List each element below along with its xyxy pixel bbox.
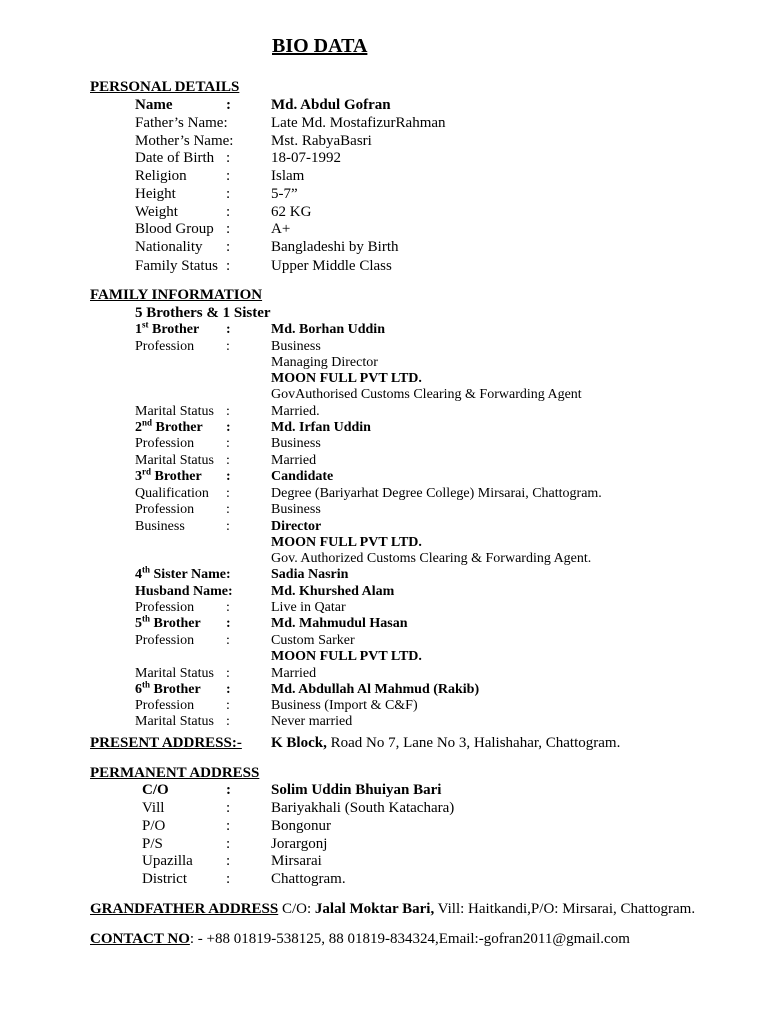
colon: :: [226, 239, 231, 255]
brother-2-profession-label: Profession: [135, 436, 195, 451]
nationality-value: Bangladeshi by Birth: [271, 239, 399, 255]
sister-4-profession-label: Profession: [135, 600, 195, 615]
colon: :: [226, 682, 231, 697]
colon: :: [226, 436, 230, 451]
brother-2-marital-label: Marital Status: [135, 453, 214, 468]
sister-4-label: 4th Sister Name:: [135, 564, 231, 582]
colon: :: [226, 420, 231, 435]
brother-3-company: MOON FULL PVT LTD.: [271, 535, 422, 550]
sister-4-profession: Live in Qatar: [271, 600, 346, 615]
father-value: Late Md. MostafizurRahman: [271, 115, 446, 131]
brother-3-business: Director: [271, 519, 322, 534]
brother-3-company-desc: Gov. Authorized Customs Clearing & Forwarding Agent.: [271, 551, 592, 566]
vill-label: Vill: [142, 800, 165, 816]
husband-name: Md. Khurshed Alam: [271, 584, 395, 599]
colon: :: [226, 258, 231, 274]
colon: :: [226, 633, 230, 648]
brother-1-company: MOON FULL PVT LTD.: [271, 371, 422, 386]
ps-label: P/S: [142, 836, 163, 852]
colon: :: [226, 204, 231, 220]
brother-3-qualification-label: Qualification: [135, 486, 209, 501]
co-label: C/O: [142, 782, 169, 798]
name-value: Md. Abdul Gofran: [271, 97, 391, 113]
colon: :: [226, 871, 231, 887]
brother-1-company-desc: GovAuthorised Customs Clearing & Forwarding Agent: [271, 387, 582, 402]
contact-heading: CONTACT NO: [90, 931, 190, 947]
po-label: P/O: [142, 818, 166, 834]
contact-number: CONTACT NO: - +88 01819-538125, 88 01819-834324,Email:-gofran2011@gmail.com: [90, 931, 630, 947]
colon: :: [226, 339, 230, 354]
brother-6-label: 6th Brother: [135, 679, 201, 697]
ps-value: Jorargonj: [271, 836, 328, 852]
brother-3-qualification: Degree (Bariyarhat Degree College) Mirsarai, Chattogram.: [271, 486, 602, 501]
mother-label: Mother’s Name:: [135, 133, 234, 149]
upazilla-value: Mirsarai: [271, 853, 322, 869]
colon: :: [226, 782, 231, 798]
brother-3-profession-label: Profession: [135, 502, 195, 517]
colon: :: [226, 221, 231, 237]
po-value: Bongonur: [271, 818, 331, 834]
brother-5-label: 5th Brother: [135, 613, 201, 631]
personal-details-heading: PERSONAL DETAILS: [90, 79, 240, 95]
brother-1-profession: Business: [271, 339, 321, 354]
colon: :: [226, 698, 230, 713]
page-title: BIO DATA: [272, 35, 368, 57]
brother-3-profession: Business: [271, 502, 321, 517]
permanent-address-heading: PERMANENT ADDRESS: [90, 765, 260, 781]
district-label: District: [142, 871, 187, 887]
brother-1-role: Managing Director: [271, 355, 378, 370]
colon: :: [226, 404, 230, 419]
height-label: Height: [135, 186, 176, 202]
siblings-summary: 5 Brothers & 1 Sister: [135, 305, 271, 321]
brother-6-profession-label: Profession: [135, 698, 195, 713]
brother-2-marital: Married: [271, 453, 317, 468]
brother-3-business-label: Business: [135, 519, 185, 534]
colon: :: [226, 666, 230, 681]
vill-value: Bariyakhali (South Katachara): [271, 800, 455, 816]
brother-2-profession: Business: [271, 436, 321, 451]
colon: :: [226, 486, 230, 501]
upazilla-label: Upazilla: [142, 853, 193, 869]
colon: :: [226, 453, 230, 468]
brother-1-name: Md. Borhan Uddin: [271, 322, 385, 337]
brother-2-label: 2nd Brother: [135, 417, 203, 435]
colon: :: [226, 502, 230, 517]
colon: :: [226, 616, 231, 631]
brother-6-marital: Never married: [271, 714, 353, 729]
colon: :: [226, 836, 231, 852]
brother-5-company: MOON FULL PVT LTD.: [271, 649, 422, 664]
district-value: Chattogram.: [271, 871, 346, 887]
colon: :: [226, 322, 231, 337]
brother-6-name: Md. Abdullah Al Mahmud (Rakib): [271, 682, 480, 697]
father-label: Father’s Name:: [135, 115, 228, 131]
brother-2-name: Md. Irfan Uddin: [271, 420, 371, 435]
colon: :: [226, 714, 230, 729]
colon: :: [226, 853, 231, 869]
blood-group-label: Blood Group: [135, 221, 214, 237]
weight-label: Weight: [135, 204, 178, 220]
family-information-heading: FAMILY INFORMATION: [90, 287, 263, 303]
grandfather-address: GRANDFATHER ADDRESS C/O: Jalal Moktar Bari, Vill: Haitkandi,P/O: Mirsarai, Chattogram.: [90, 901, 696, 917]
colon: :: [226, 800, 231, 816]
grandfather-address-heading: GRANDFATHER ADDRESS: [90, 901, 279, 917]
family-status-value: Upper Middle Class: [271, 258, 392, 274]
sister-4-name: Sadia Nasrin: [271, 567, 349, 582]
colon: :: [226, 600, 230, 615]
brother-6-marital-label: Marital Status: [135, 714, 214, 729]
husband-label: Husband Name:: [135, 584, 233, 599]
brother-5-profession-label: Profession: [135, 633, 195, 648]
colon: :: [226, 818, 231, 834]
height-value: 5-7”: [271, 186, 298, 202]
nationality-label: Nationality: [135, 239, 203, 255]
mother-value: Mst. RabyaBasri: [271, 133, 372, 149]
name-label: Name: [135, 97, 173, 113]
brother-1-marital-label: Marital Status: [135, 404, 214, 419]
colon: :: [226, 186, 231, 202]
dob-value: 18-07-1992: [271, 150, 341, 166]
colon: :: [226, 519, 230, 534]
present-address-heading: PRESENT ADDRESS:-: [90, 735, 242, 751]
brother-5-name: Md. Mahmudul Hasan: [271, 616, 408, 631]
brother-5-marital-label: Marital Status: [135, 666, 214, 681]
brother-3-name: Candidate: [271, 469, 334, 484]
brother-1-marital: Married.: [271, 404, 320, 419]
colon: :: [226, 97, 231, 113]
dob-label: Date of Birth: [135, 150, 215, 166]
colon: :: [226, 150, 231, 166]
religion-value: Islam: [271, 168, 305, 184]
present-address-value: K Block, Road No 7, Lane No 3, Halishahar, Chattogram.: [271, 735, 621, 751]
colon: :: [226, 168, 231, 184]
blood-group-value: A+: [271, 221, 291, 237]
weight-value: 62 KG: [271, 204, 312, 220]
brother-6-profession: Business (Import & C&F): [271, 698, 418, 713]
brother-1-label: 1st Brother: [135, 319, 200, 337]
colon: :: [226, 469, 231, 484]
brother-5-profession: Custom Sarker: [271, 633, 355, 648]
brother-5-marital: Married: [271, 666, 317, 681]
co-value: Solim Uddin Bhuiyan Bari: [271, 782, 442, 798]
brother-3-label: 3rd Brother: [135, 466, 202, 484]
brother-1-profession-label: Profession: [135, 339, 195, 354]
religion-label: Religion: [135, 168, 187, 184]
family-status-label: Family Status: [135, 258, 218, 274]
